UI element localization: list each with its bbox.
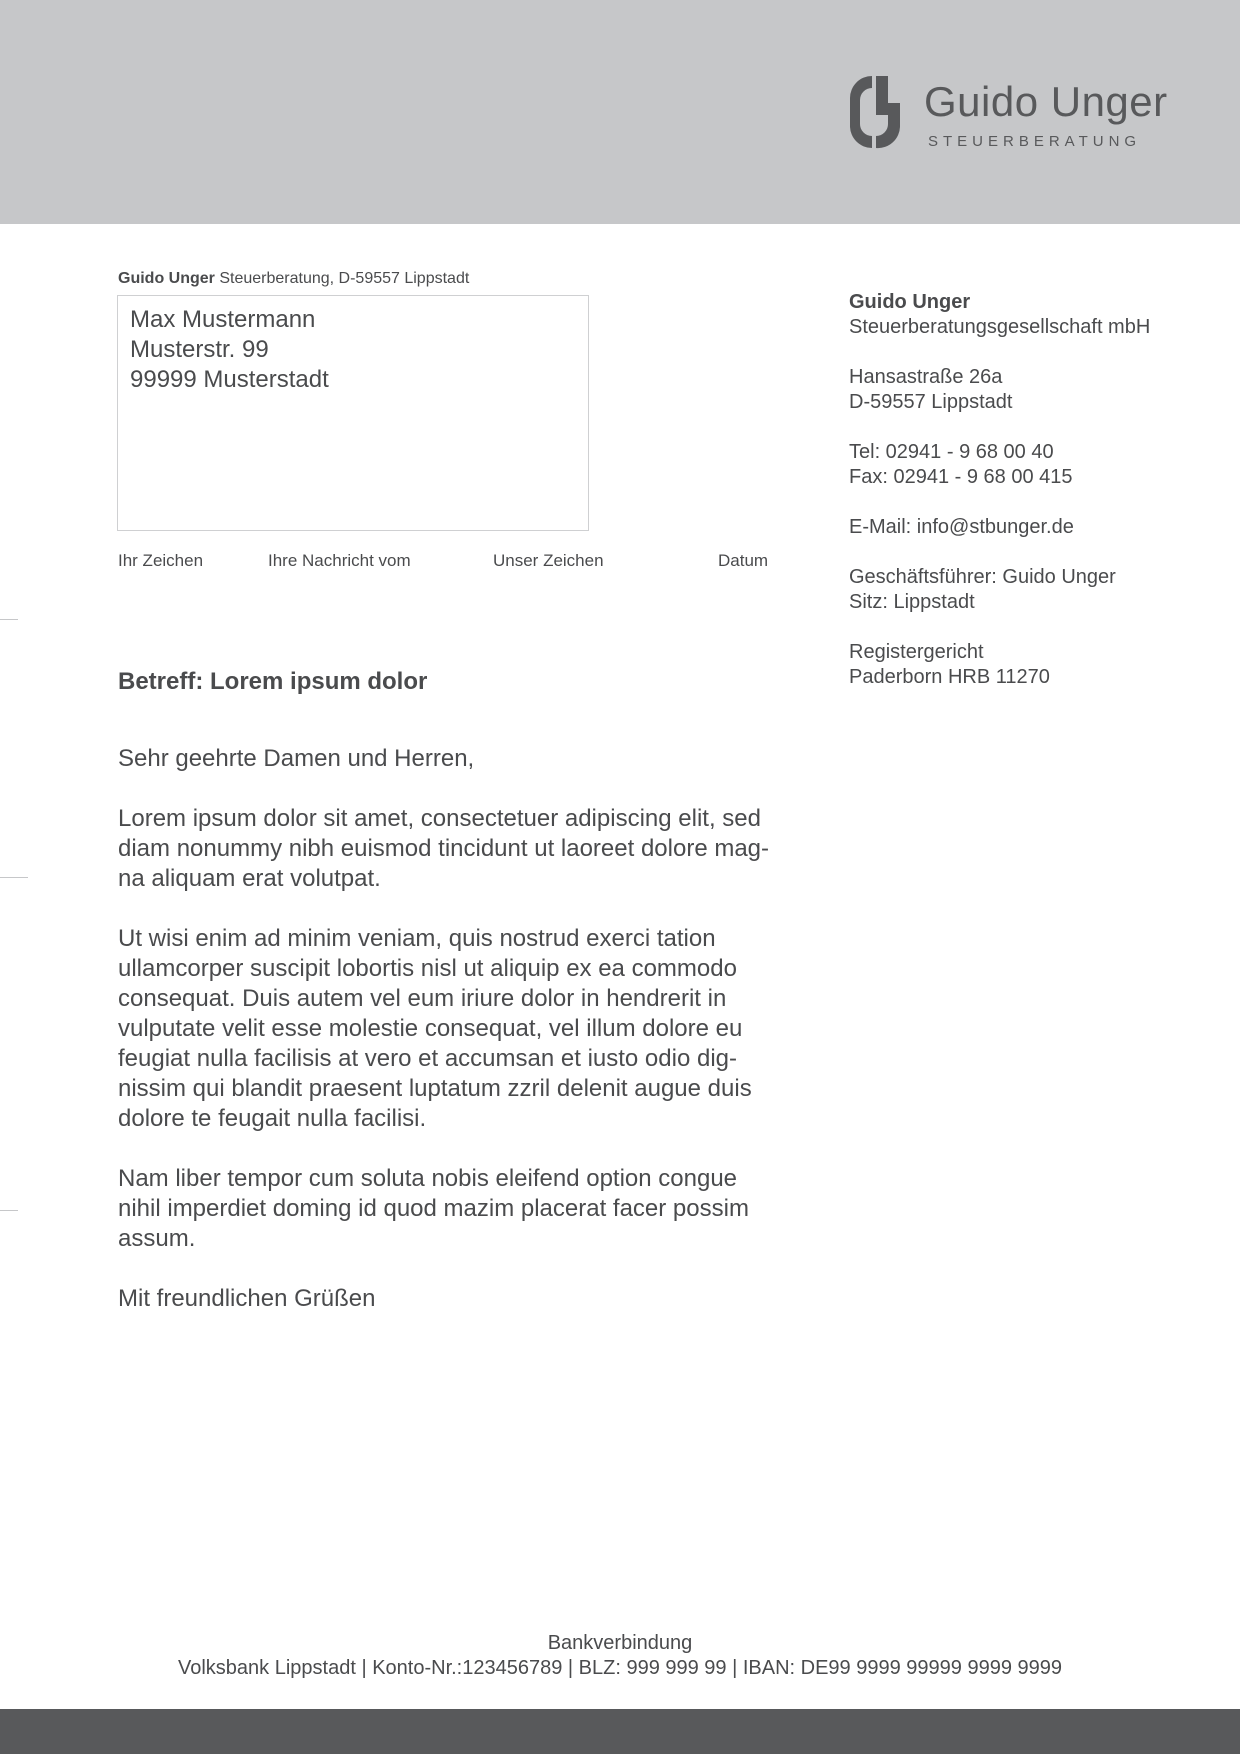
body-line: Lorem ipsum dolor sit amet, consectetuer adipiscing elit, sed — [118, 805, 761, 832]
ref-label-our-ref: Unser Zeichen — [493, 551, 604, 570]
logo-name: Guido Unger — [924, 78, 1168, 125]
salutation: Sehr geehrte Damen und Herren, — [118, 745, 475, 772]
recipient-name: Max Mustermann — [130, 306, 316, 333]
body-paragraph-3 — [118, 1164, 818, 1254]
letter-subject: Betreff: Lorem ipsum dolor — [118, 668, 428, 695]
footer-band — [0, 1709, 1240, 1754]
body-line: ullamcorper suscipit lobortis nisl ut aliquip ex ea commodo — [118, 955, 737, 982]
body-line: nihil imperdiet doming id quod mazim placerat facer possim — [118, 1195, 749, 1222]
company-management-block — [849, 565, 1229, 615]
company-city: D-59557 Lippstadt — [849, 391, 1013, 413]
footer-bank-details: Volksbank Lippstadt | Konto-Nr.:123456789 | BLZ: 999 999 99 | IBAN: DE99 9999 99999 9999 9999 — [177, 1657, 1062, 1679]
body-line: na aliquam erat volutpat. — [118, 865, 381, 892]
company-seat: Sitz: Lippstadt — [849, 591, 975, 613]
company-name-block — [849, 290, 1229, 340]
sender-details: Steuerberatung, D-59557 Lippstadt — [214, 270, 470, 287]
ref-label-your-ref: Ihr Zeichen — [118, 551, 204, 570]
logo-g-mark-icon — [846, 72, 906, 152]
company-register-block — [849, 640, 1229, 690]
sender-return-line — [118, 269, 469, 289]
body-line: nissim qui blandit praesent luptatum zzril delenit augue duis — [118, 1075, 752, 1102]
company-address-block — [849, 365, 1229, 415]
punch-mark — [0, 877, 28, 878]
body-line: vulputate velit esse molestie consequat, vel illum dolore eu — [118, 1015, 743, 1042]
recipient-street: Musterstr. 99 — [130, 336, 269, 363]
company-email: E-Mail: info@stbunger.de — [849, 516, 1074, 538]
company-name: Guido Unger — [849, 291, 971, 313]
company-fax: Fax: 02941 - 9 68 00 415 — [849, 466, 1073, 488]
company-street: Hansastraße 26a — [849, 366, 1003, 388]
fold-mark-bottom — [0, 1210, 18, 1211]
footer-bank-title: Bankverbindung — [547, 1632, 693, 1654]
body-line: dolore te feugait nulla facilisi. — [118, 1105, 427, 1132]
body-line: feugiat nulla facilisis at vero et accumsan et iusto odio dig- — [118, 1045, 737, 1072]
company-logo — [846, 72, 1166, 152]
body-paragraph-1 — [118, 804, 818, 894]
fold-mark-top — [0, 619, 18, 620]
header-band — [0, 0, 1240, 224]
body-paragraph-2 — [118, 924, 818, 1134]
register-court-label: Registergericht — [849, 641, 984, 663]
company-phone-block — [849, 440, 1229, 490]
logo-subtitle: STEUERBERATUNG — [928, 133, 1142, 150]
ref-label-date: Datum — [718, 551, 769, 570]
company-manager: Geschäftsführer: Guido Unger — [849, 566, 1116, 588]
letter-body — [118, 744, 818, 1344]
closing: Mit freundlichen Grüßen — [118, 1285, 376, 1312]
sender-name: Guido Unger — [118, 270, 215, 287]
recipient-address-box — [117, 295, 589, 531]
ref-label-your-message: Ihre Nachricht vom — [268, 551, 411, 570]
register-court-value: Paderborn HRB 11270 — [849, 666, 1050, 688]
body-line: diam nonummy nibh euismod tincidunt ut laoreet dolore mag- — [118, 835, 770, 862]
company-type: Steuerberatungsgesellschaft mbH — [849, 316, 1151, 338]
recipient-city: 99999 Musterstadt — [130, 366, 329, 393]
body-line: Nam liber tempor cum soluta nobis eleifend option congue — [118, 1165, 738, 1192]
body-line: assum. — [118, 1225, 196, 1252]
company-email-block — [849, 515, 1229, 540]
body-line: Ut wisi enim ad minim veniam, quis nostrud exerci tation — [118, 925, 716, 952]
company-info-sidebar — [849, 290, 1229, 715]
company-tel: Tel: 02941 - 9 68 00 40 — [849, 441, 1054, 463]
body-line: consequat. Duis autem vel eum iriure dolor in hendrerit in — [118, 985, 727, 1012]
